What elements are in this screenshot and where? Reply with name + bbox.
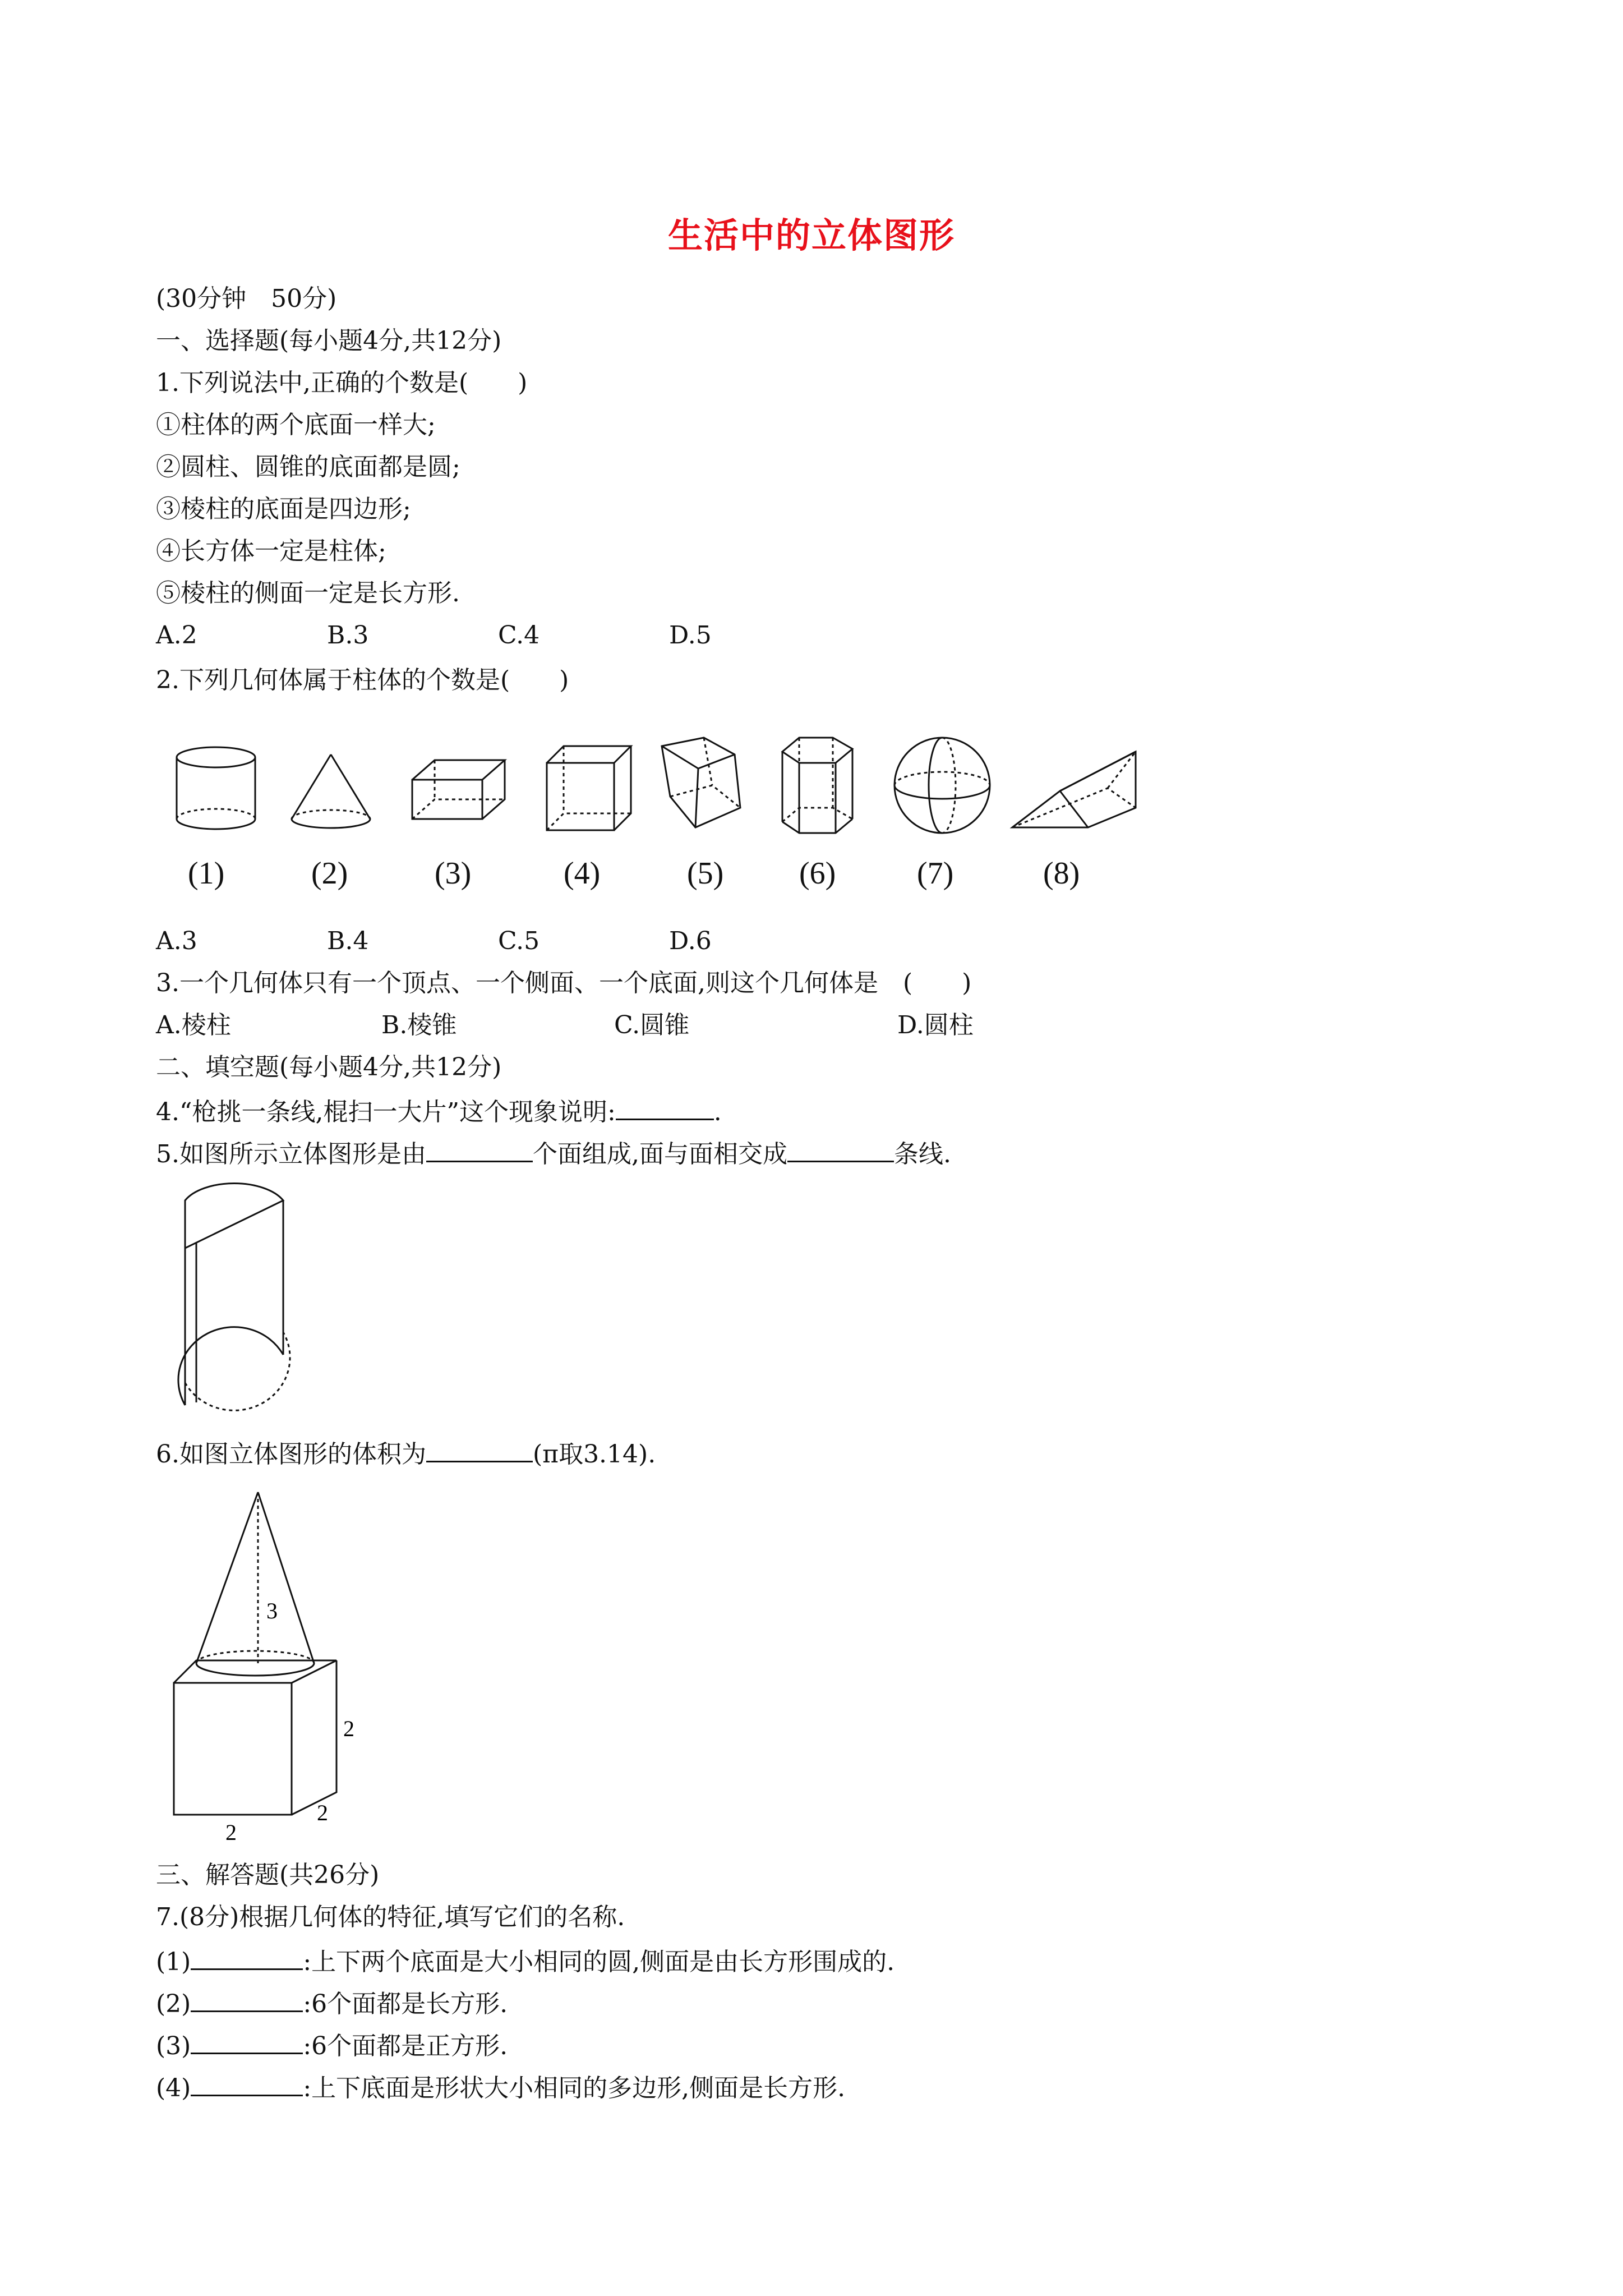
q1-statement-3: ③棱柱的底面是四边形;: [156, 495, 411, 523]
cuboid-figure: [412, 760, 505, 819]
q6-height-label: 3: [266, 1598, 278, 1623]
q7-item-1-text: :上下两个底面是大小相同的圆,侧面是由长方形围成的.: [303, 1948, 895, 1976]
q2-figures: [0, 729, 1623, 875]
section2-heading: 二、填空题(每小题4分,共12分): [156, 1053, 502, 1082]
q1-statement-1: ①柱体的两个底面一样大;: [156, 411, 436, 439]
q7-item-4-num: (4): [156, 2074, 191, 2102]
q3-option-d: D.圆柱: [897, 1011, 974, 1039]
q5-text-1: 5.如图所示立体图形是由: [156, 1140, 426, 1168]
q7-item-1-num: (1): [156, 1948, 191, 1976]
q7-stem: 7.(8分)根据几何体的特征,填写它们的名称.: [156, 1903, 625, 1931]
q6-cone-on-cube-figure: [163, 1481, 387, 1845]
figure-label-4: (4): [564, 856, 601, 891]
q1-option-d: D.5: [669, 621, 712, 650]
cylinder-figure: [177, 747, 255, 829]
q2-option-a: A.3: [156, 927, 197, 955]
figure-label-6: (6): [799, 856, 836, 891]
q4-line: [156, 1094, 722, 1128]
q5-faces-blank[interactable]: [426, 1136, 533, 1162]
q3-stem: 3.一个几何体只有一个顶点、一个侧面、一个底面,则这个几何体是 ( ): [156, 969, 972, 997]
q1-statement-5: ⑤棱柱的侧面一定是长方形.: [156, 579, 460, 608]
q2-option-c: C.5: [498, 927, 540, 955]
figure-label-2: (2): [311, 856, 348, 891]
cone-figure: [292, 754, 370, 828]
q6-side-label: 2: [343, 1716, 354, 1741]
triangular-prism-figure: [1012, 752, 1136, 827]
q5-line: [156, 1136, 951, 1170]
q5-text-2: 个面组成,面与面相交成: [532, 1140, 787, 1168]
q1-stem: 1.下列说法中,正确的个数是( ): [156, 369, 528, 397]
q3-option-a: A.棱柱: [156, 1011, 231, 1039]
q4-end: .: [713, 1098, 722, 1126]
q5-text-3: 条线.: [893, 1140, 951, 1168]
figure-label-7: (7): [917, 856, 954, 891]
q7-item-1-blank[interactable]: [191, 1944, 303, 1970]
q2-option-b: B.4: [327, 927, 369, 955]
q6-line: [156, 1436, 656, 1470]
figure-label-8: (8): [1043, 856, 1080, 891]
q2-option-d: D.6: [669, 927, 712, 955]
q7-item-4-blank[interactable]: [191, 2070, 303, 2096]
hexagonal-prism-figure: [782, 738, 852, 833]
q1-statement-2: ②圆柱、圆锥的底面都是圆;: [156, 453, 460, 481]
q1-option-a: A.2: [156, 621, 197, 650]
q6-answer-blank[interactable]: [426, 1436, 533, 1462]
q6-end: (π取3.14).: [532, 1440, 656, 1469]
q7-item-2-blank[interactable]: [191, 1986, 303, 2012]
sphere-figure: [895, 738, 990, 833]
q7-item-3-text: :6个面都是正方形.: [303, 2032, 508, 2060]
figure-label-1: (1): [188, 856, 225, 891]
q3-option-b: B.棱锥: [381, 1011, 457, 1039]
q7-item-2-text: :6个面都是长方形.: [303, 1990, 508, 2018]
time-info: (30分钟 50分): [156, 284, 337, 313]
q6-bottom-label: 2: [225, 1820, 237, 1845]
q7-item-1: [156, 1944, 895, 1978]
q5-lines-blank[interactable]: [787, 1136, 894, 1162]
figure-label-5: (5): [687, 856, 724, 891]
cube-figure: [547, 746, 631, 830]
q1-option-b: B.3: [327, 621, 369, 650]
q7-item-3: [156, 2028, 508, 2062]
q1-statement-4: ④长方体一定是柱体;: [156, 537, 386, 565]
q4-text: 4.“枪挑一条线,棍扫一大片”这个现象说明:: [156, 1098, 616, 1126]
q7-item-4: [156, 2070, 845, 2104]
q6-text: 6.如图立体图形的体积为: [156, 1440, 426, 1469]
q7-item-4-text: :上下底面是形状大小相同的多边形,侧面是长方形.: [303, 2074, 846, 2102]
q1-option-c: C.4: [498, 621, 540, 650]
q7-item-2-num: (2): [156, 1990, 191, 2018]
q7-item-2: [156, 1986, 508, 2020]
q4-answer-blank[interactable]: [616, 1094, 714, 1120]
figure-label-3: (3): [435, 856, 472, 891]
q3-option-c: C.圆锥: [614, 1011, 690, 1039]
section3-heading: 三、解答题(共26分): [156, 1861, 380, 1889]
page-title: 生活中的立体图形: [667, 215, 955, 256]
q7-item-3-blank[interactable]: [191, 2028, 303, 2054]
q5-half-cylinder-figure: [168, 1184, 336, 1425]
q7-item-3-num: (3): [156, 2032, 191, 2060]
q2-stem: 2.下列几何体属于柱体的个数是( ): [156, 666, 569, 694]
q6-depth-label: 2: [317, 1800, 328, 1825]
polyhedron-figure: [662, 738, 740, 827]
section1-heading: 一、选择题(每小题4分,共12分): [156, 326, 502, 355]
